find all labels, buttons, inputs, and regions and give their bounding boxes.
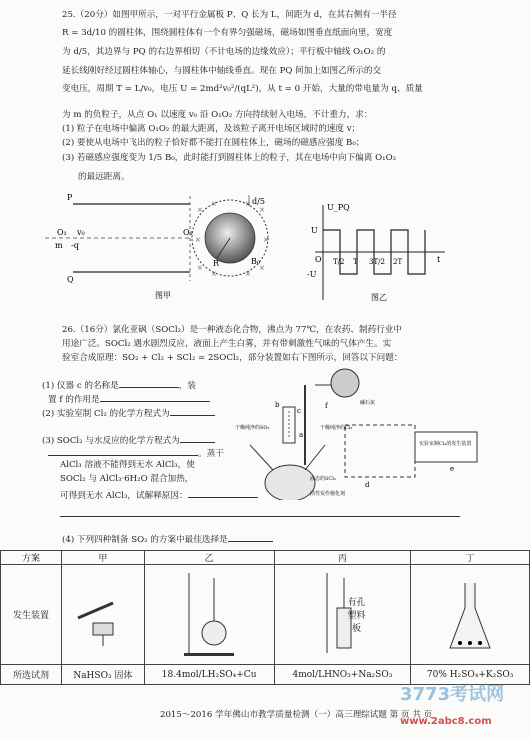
svg-text:f: f	[325, 402, 328, 410]
svg-text:×: ×	[245, 200, 251, 208]
svg-text:实验室制Cl₂的发生装置: 实验室制Cl₂的发生装置	[419, 441, 472, 447]
reagent-cell: 18.4mol/LH₂SO₄+Cu	[144, 665, 274, 685]
q25-line: (1) 粒子在电场中偏离 O₁O₂ 的最大距离，及该粒子离开电场区域时的速度 v；	[62, 124, 361, 134]
answer-blank[interactable]	[180, 433, 215, 443]
svg-text:干燥纯净的Cl₂: 干燥纯净的Cl₂	[320, 425, 353, 431]
q26-sub4: (4) 下列四种制备 SO₂ 的方案中最佳选择是	[62, 535, 228, 545]
svg-text:O₁: O₁	[57, 228, 67, 237]
answer-blank[interactable]	[119, 378, 179, 388]
svg-text:T: T	[353, 258, 358, 266]
table-header: 丙	[274, 551, 411, 565]
apparatus-drawing	[179, 568, 239, 658]
svg-text:液态的SCl₂: 液态的SCl₂	[310, 476, 336, 482]
svg-text:d: d	[365, 481, 370, 489]
svg-text:O₂: O₂	[183, 228, 193, 237]
svg-text:图乙: 图乙	[371, 293, 387, 302]
svg-text:3T/2: 3T/2	[369, 258, 385, 266]
q25-line: 25.（20分）如图甲所示，一对平行金属板 P、Q 长为 L，间距为 d，在其右侧有一半径	[62, 10, 397, 20]
svg-text:t: t	[437, 255, 441, 264]
svg-text:×: ×	[211, 270, 217, 278]
q25-line: R = 3d/10 的圆柱体，围绕圆柱体有一个有界匀强磁场，磁场如图垂直纸面向里，宽度	[62, 28, 393, 38]
device-jia	[62, 565, 145, 665]
device-ding	[411, 565, 530, 665]
q26-sub1c: 置 f 的作用是	[48, 395, 100, 405]
answer-blank[interactable]	[170, 406, 215, 416]
watermark-site: 3773考试网	[400, 684, 505, 705]
svg-text:×: ×	[259, 264, 265, 272]
svg-text:m: m	[55, 241, 63, 250]
q26-sub3d: SOCl₂ 与 AlCl₃·6H₂O 混合加热，	[60, 474, 194, 484]
apparatus-drawing	[73, 578, 133, 648]
svg-text:c: c	[297, 407, 301, 415]
q26-line: 26.（16分）氯化亚砜（SOCl₂）是一种液态化合物，沸点为 77℃，在农药、制药行业中	[62, 325, 402, 335]
table-header: 方案	[1, 551, 62, 565]
svg-text:×: ×	[245, 270, 251, 278]
svg-text:R: R	[213, 259, 220, 268]
reagent-cell: NaHSO₃ 固体	[62, 665, 145, 685]
so2-schemes-table	[0, 550, 530, 685]
svg-text:T/2: T/2	[333, 258, 345, 266]
q26-sub3a: (3) SOCl₂ 与水反应的化学方程式为	[42, 436, 180, 446]
q26-sub3c: AlCl₃ 溶液不能得到无水 AlCl₃，使	[60, 460, 195, 470]
answer-blank[interactable]	[48, 446, 198, 456]
answer-blank[interactable]	[100, 392, 210, 402]
plastic-plate-label: 有孔塑料板	[347, 598, 366, 634]
q25-line: 为 d/5，其边界与 PQ 的右边界相切（不计电场的边缘效应）；平行板中轴线 O₁O₂ 的	[62, 47, 386, 57]
svg-text:干燥纯净的SO₂: 干燥纯净的SO₂	[235, 425, 270, 431]
q25-line: 为 m 的负粒子，从点 O₁ 以速度 v₀ 沿 O₁O₂ 方向持续射入电场，不计重力，求：	[62, 110, 373, 120]
svg-text:b: b	[275, 401, 280, 409]
svg-text:B₀: B₀	[251, 257, 261, 266]
svg-text:a: a	[299, 431, 304, 439]
answer-blank[interactable]	[60, 507, 460, 517]
table-header: 丁	[411, 551, 530, 565]
page-footer: 2015～2016 学年佛山市教学质量检测（一）高三理综试题 第 页 共 页	[160, 710, 433, 720]
svg-text:碱石灰: 碱石灰	[360, 400, 376, 406]
svg-text:×: ×	[195, 236, 201, 244]
figure-jia	[45, 186, 295, 306]
apparatus-drawing	[445, 573, 495, 653]
q26-line: 用途广泛。SOCl₂ 遇水剧烈反应，液面上产生白雾，并有带刺激性气味的气体产生。实	[62, 339, 392, 349]
q26-sub3b: 。蒸干	[198, 449, 224, 459]
svg-text:活性炭作催化剂: 活性炭作催化剂	[310, 491, 346, 497]
svg-text:v₀: v₀	[77, 228, 85, 237]
figure-yi	[305, 200, 455, 310]
svg-text:U: U	[311, 226, 318, 235]
svg-text:图甲: 图甲	[155, 291, 171, 300]
q26-sub1a: (1) 仪器 c 的名称是	[42, 381, 119, 391]
device-yi	[144, 565, 274, 665]
q25-line: 的最远距离。	[78, 172, 130, 182]
reagent-cell: 4mol/LHNO₃+Na₂SO₃	[274, 665, 411, 685]
reagent-cell: 70% H₂SO₄+K₂SO₃	[411, 665, 530, 685]
svg-text:d/5: d/5	[252, 197, 265, 206]
table-header: 甲	[62, 551, 145, 565]
svg-text:×: ×	[197, 206, 203, 214]
svg-text:U_PQ: U_PQ	[327, 203, 350, 212]
q25-line: 延长线刚好经过圆柱体轴心，与圆柱体中轴线垂直。现在 PQ 间加上如图乙所示的交	[62, 66, 382, 76]
svg-text:×: ×	[197, 264, 203, 272]
q25-line: 变电压，周期 T = L/v₀，电压 U = 2md²v₀²/(qL²)，从 t = 0 开始，大量的带电量为 q、质量	[62, 84, 423, 94]
watermark-url: www.2abc8.com	[400, 716, 492, 727]
svg-text:e: e	[450, 465, 455, 473]
table-header: 乙	[144, 551, 274, 565]
svg-text:-q: -q	[71, 241, 79, 250]
table-row-label: 所选试剂	[1, 665, 62, 685]
q26-sub2: (2) 实验室制 Cl₂ 的化学方程式为	[42, 409, 170, 419]
q26-sub1b: ，装	[178, 381, 196, 391]
q25-line: (3) 若磁感应强度变为 1/5 B₀，此时能打到圆柱体上的粒子，其在电场中向下偏离 O₁O₂	[62, 153, 397, 163]
svg-text:×: ×	[263, 236, 269, 244]
table-row-label: 发生装置	[1, 565, 62, 665]
device-bing	[274, 565, 411, 665]
svg-text:Q: Q	[67, 275, 74, 284]
svg-text:×: ×	[259, 206, 265, 214]
svg-text:P: P	[67, 193, 73, 202]
apparatus-figure	[225, 365, 485, 500]
svg-text:-U: -U	[307, 270, 317, 279]
svg-text:2T: 2T	[393, 258, 403, 266]
q26-line: 验室合成原理：SO₂ + Cl₂ + SCl₂ = 2SOCl₂，部分装置如右下图所示，回答以下问题：	[62, 353, 403, 363]
answer-blank[interactable]	[228, 532, 273, 542]
svg-text:O: O	[315, 255, 322, 264]
svg-text:×: ×	[211, 200, 217, 208]
q25-line: (2) 要使从电场中飞出的粒子恰好都不能打在圆柱体上，磁场的磁感应强度 B₀；	[62, 138, 365, 148]
q26-sub3e: 可得到无水 AlCl₃，试解释原因：	[60, 491, 188, 501]
